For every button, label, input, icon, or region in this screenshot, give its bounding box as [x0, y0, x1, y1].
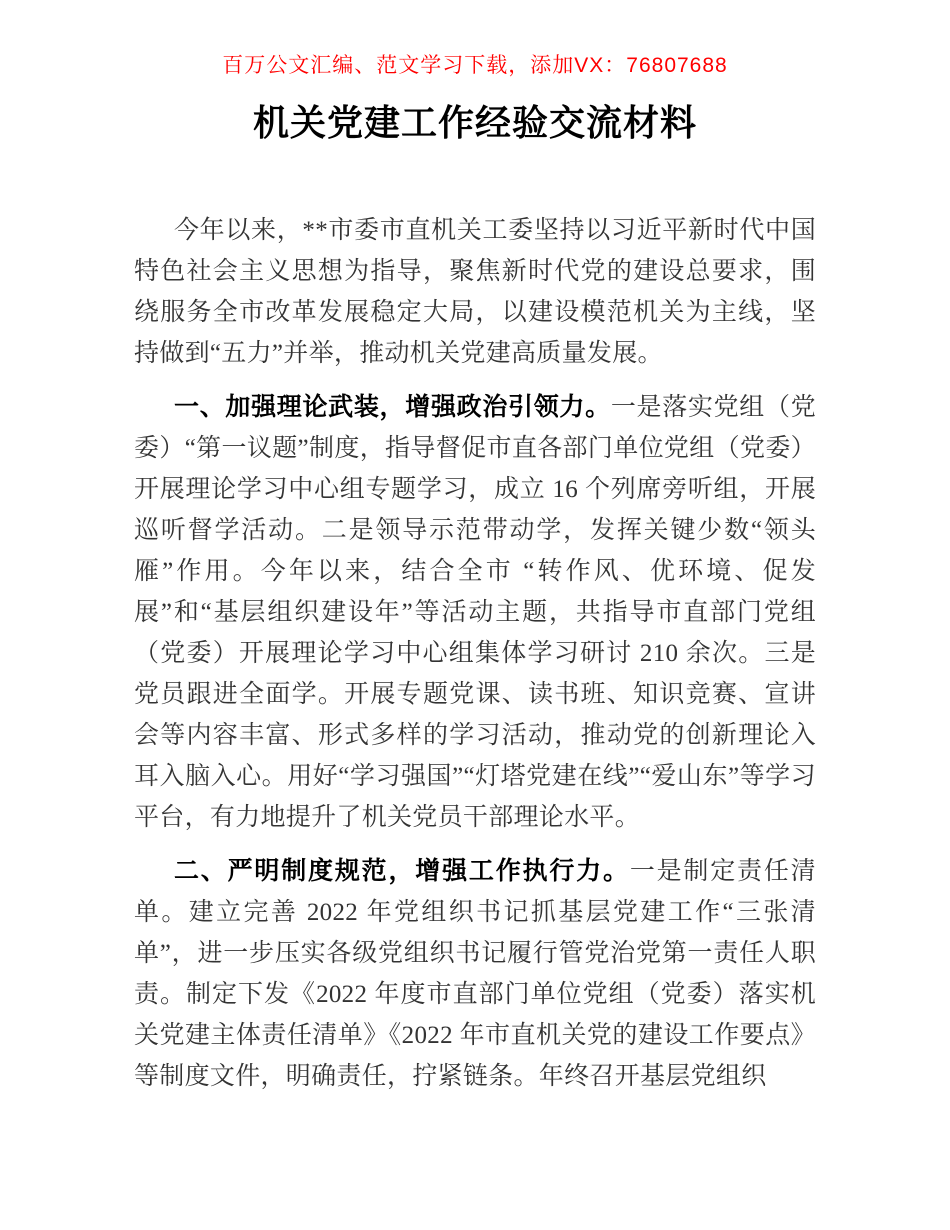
intro-text: 今年以来，**市委市直机关工委坚持以习近平新时代中国特色社会主义思想为指导，聚焦新时代党的建设总要求，围绕服务全市改革发展稳定大局，以建设模范机关为主线，坚持做到“五力”并举，推动机关党建高质量发展。 — [134, 217, 816, 367]
section-2-paragraph — [134, 851, 816, 1097]
document-body — [134, 210, 816, 1097]
section-2-heading: 二、严明制度规范，增强工作执行力。 — [174, 857, 630, 885]
section-1-text: 一是落实党组（党委）“第一议题”制度，指导督促市直各部门单位党组（党委）开展理论学习中心组专题学习，成立 16 个列席旁听组，开展巡听督学活动。二是领导示范带动学，发挥关键少数“领头雁”作用。今年以来，结合全市 “转作风、优环境、促发展”和“基层组织建设年”等活动主题，共指导市直部门党组（党委）开展理论学习中心组集体学习研讨 210 余次。三是党员跟进全面学。开展专题党课、读书班、知识竞赛、宣讲会等内容丰富、形式多样的学习活动，推动党的创新理论入耳入脑入心。用好“学习强国”“灯塔党建在线”“爱山东”等学习平台，有力地提升了机关党员干部理论水平。 — [134, 394, 816, 831]
document-title: 机关党建工作经验交流材料 — [252, 103, 697, 143]
intro-paragraph — [134, 210, 816, 374]
section-1-paragraph — [134, 387, 816, 838]
watermark-notice: 百万公文汇编、范文学习下载，添加VX：76807688 — [222, 54, 728, 77]
section-1-heading: 一、加强理论武装，增强政治引领力。 — [174, 393, 611, 421]
section-2-text: 一是制定责任清单。建立完善 2022 年党组织书记抓基层党建工作“三张清单”，进一步压实各级党组织书记履行管党治党第一责任人职责。制定下发《2022 年度市直部门单位党组（党委）落实机关党建主体责任清单》《2022 年市直机关党的建设工作要点》等制度文件，明确责任，拧紧链条。年终召开基层党组织 — [134, 858, 816, 1090]
